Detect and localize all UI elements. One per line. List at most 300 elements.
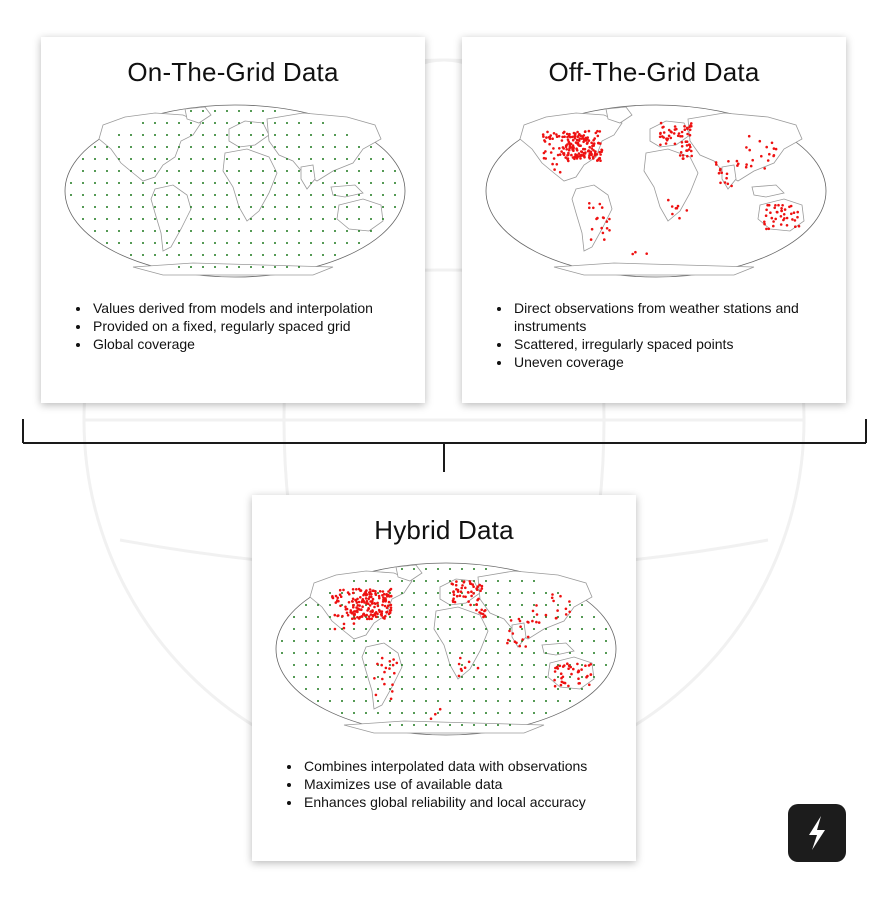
station-point <box>535 621 538 624</box>
station-point <box>572 139 575 142</box>
grid-point <box>329 640 331 642</box>
station-point <box>572 668 575 671</box>
grid-point <box>377 628 379 630</box>
grid-point <box>286 170 288 172</box>
station-point <box>362 613 365 616</box>
station-point <box>381 610 384 613</box>
station-point <box>566 154 569 157</box>
grid-point <box>497 592 499 594</box>
station-point <box>590 238 593 241</box>
station-point <box>727 183 730 186</box>
grid-point <box>293 640 295 642</box>
grid-point <box>274 110 276 112</box>
grid-point <box>226 194 228 196</box>
grid-point <box>317 700 319 702</box>
grid-point <box>509 688 511 690</box>
grid-point <box>310 230 312 232</box>
grid-point <box>485 628 487 630</box>
grid-point <box>286 194 288 196</box>
grid-point <box>178 158 180 160</box>
grid-point <box>509 592 511 594</box>
station-point <box>531 620 534 623</box>
station-point <box>689 146 692 149</box>
station-point <box>791 218 794 221</box>
grid-point <box>533 580 535 582</box>
station-point <box>567 667 570 670</box>
grid-point <box>298 134 300 136</box>
station-point <box>461 584 464 587</box>
station-point <box>670 137 673 140</box>
station-point <box>577 671 580 674</box>
station-point <box>536 613 539 616</box>
station-point <box>686 133 689 136</box>
station-point <box>365 592 368 595</box>
station-point <box>359 596 362 599</box>
grid-point <box>322 122 324 124</box>
station-point <box>765 209 768 212</box>
station-point <box>553 132 556 135</box>
station-point <box>680 151 683 154</box>
station-point <box>366 600 369 603</box>
grid-point <box>485 592 487 594</box>
grid-point <box>106 206 108 208</box>
grid-point <box>166 206 168 208</box>
station-point <box>387 604 390 607</box>
grid-point <box>449 652 451 654</box>
grid-point <box>461 664 463 666</box>
grid-point <box>449 592 451 594</box>
grid-point <box>118 170 120 172</box>
station-point <box>786 224 789 227</box>
grid-point <box>593 676 595 678</box>
grid-point <box>202 266 204 268</box>
station-point <box>773 207 776 210</box>
station-point <box>469 582 472 585</box>
grid-point <box>82 158 84 160</box>
station-point <box>776 211 779 214</box>
station-point <box>482 613 485 616</box>
grid-point <box>286 134 288 136</box>
station-point <box>671 213 674 216</box>
station-point <box>336 599 339 602</box>
grid-point <box>334 218 336 220</box>
station-point <box>392 658 395 661</box>
grid-point <box>322 146 324 148</box>
grid-point <box>377 676 379 678</box>
grid-point <box>262 170 264 172</box>
station-point <box>719 182 722 185</box>
grid-point <box>425 616 427 618</box>
station-point <box>796 216 799 219</box>
station-point <box>368 591 371 594</box>
station-point <box>562 665 565 668</box>
grid-point <box>310 218 312 220</box>
grid-point <box>298 242 300 244</box>
station-point <box>456 595 459 598</box>
grid-point <box>329 592 331 594</box>
grid-point <box>365 652 367 654</box>
grid-point <box>425 700 427 702</box>
station-point <box>765 214 768 217</box>
grid-point <box>358 182 360 184</box>
station-point <box>389 660 392 663</box>
grid-point <box>425 676 427 678</box>
grid-point <box>521 628 523 630</box>
station-point <box>777 204 780 207</box>
grid-point <box>545 604 547 606</box>
grid-point <box>394 206 396 208</box>
station-point <box>472 592 475 595</box>
grid-point <box>317 628 319 630</box>
station-point <box>508 630 511 633</box>
station-point <box>601 149 604 152</box>
grid-point <box>394 182 396 184</box>
grid-point <box>334 242 336 244</box>
grid-point <box>358 170 360 172</box>
station-point <box>726 173 729 176</box>
grid-point <box>178 242 180 244</box>
station-point <box>373 602 376 605</box>
station-point <box>365 614 368 617</box>
grid-point <box>106 230 108 232</box>
station-point <box>459 595 462 598</box>
grid-point <box>298 182 300 184</box>
grid-point <box>262 230 264 232</box>
station-point <box>677 135 680 138</box>
grid-point <box>521 700 523 702</box>
station-point <box>750 165 753 168</box>
grid-point <box>346 206 348 208</box>
grid-point <box>130 206 132 208</box>
grid-point <box>401 712 403 714</box>
bullet-item: • Direct observations from weather stations and instruments <box>512 299 832 335</box>
station-point <box>434 713 437 716</box>
station-point <box>667 199 670 202</box>
grid-point <box>593 628 595 630</box>
grid-point <box>545 688 547 690</box>
grid-point <box>449 568 451 570</box>
station-point <box>368 615 371 618</box>
grid-point <box>142 182 144 184</box>
grid-point <box>298 266 300 268</box>
station-point <box>679 154 682 157</box>
grid-point <box>425 724 427 726</box>
station-point <box>660 122 663 125</box>
grid-point <box>485 604 487 606</box>
off-the-grid-card <box>462 37 846 403</box>
grid-point <box>329 676 331 678</box>
station-point <box>661 135 664 138</box>
station-point <box>477 598 480 601</box>
grid-point <box>305 640 307 642</box>
station-point <box>368 618 371 621</box>
grid-point <box>322 230 324 232</box>
grid-point <box>413 628 415 630</box>
station-point <box>390 606 393 609</box>
grid-point <box>94 230 96 232</box>
grid-point <box>341 652 343 654</box>
grid-point <box>485 652 487 654</box>
grid-point <box>82 194 84 196</box>
grid-point <box>389 676 391 678</box>
grid-point <box>449 616 451 618</box>
station-point <box>481 585 484 588</box>
grid-point <box>521 616 523 618</box>
station-point <box>340 595 343 598</box>
station-point <box>507 639 510 642</box>
station-point <box>565 613 568 616</box>
station-point <box>765 228 768 231</box>
grid-point <box>401 652 403 654</box>
grid-point <box>142 254 144 256</box>
station-point <box>674 143 677 146</box>
bullet-item: • Provided on a fixed, regularly spaced grid <box>91 317 411 335</box>
grid-point <box>569 640 571 642</box>
station-point <box>584 152 587 155</box>
grid-point <box>178 206 180 208</box>
station-point <box>689 129 692 132</box>
grid-point <box>437 568 439 570</box>
grid-point <box>154 146 156 148</box>
station-point <box>552 600 555 603</box>
grid-point <box>473 604 475 606</box>
grid-point <box>82 170 84 172</box>
grid-point <box>509 604 511 606</box>
station-point <box>373 606 376 609</box>
station-point <box>570 673 573 676</box>
station-point <box>331 595 334 598</box>
grid-point <box>226 242 228 244</box>
grid-point <box>154 254 156 256</box>
station-point <box>562 676 565 679</box>
station-point <box>390 595 393 598</box>
grid-point <box>130 158 132 160</box>
grid-point <box>581 652 583 654</box>
grid-point <box>521 664 523 666</box>
grid-point <box>250 218 252 220</box>
station-point <box>359 616 362 619</box>
grid-point <box>346 134 348 136</box>
grid-point <box>485 712 487 714</box>
grid-point <box>497 700 499 702</box>
grid-point <box>401 688 403 690</box>
grid-point <box>190 230 192 232</box>
grid-point <box>545 652 547 654</box>
grid-point <box>214 134 216 136</box>
station-point <box>796 211 799 214</box>
grid-point <box>473 676 475 678</box>
station-point <box>586 142 589 145</box>
grid-point <box>413 592 415 594</box>
station-point <box>553 168 556 171</box>
grid-point <box>473 652 475 654</box>
station-point <box>583 139 586 142</box>
grid-point <box>358 158 360 160</box>
station-point <box>748 149 751 152</box>
grid-point <box>425 664 427 666</box>
grid-point <box>509 676 511 678</box>
grid-point <box>286 158 288 160</box>
grid-point <box>317 664 319 666</box>
station-point <box>544 150 547 153</box>
grid-point <box>178 266 180 268</box>
grid-point <box>250 266 252 268</box>
grid-point <box>334 134 336 136</box>
grid-point <box>521 676 523 678</box>
grid-point <box>377 700 379 702</box>
grid-point <box>377 652 379 654</box>
grid-point <box>346 218 348 220</box>
grid-point <box>305 628 307 630</box>
bullet-item: • Combines interpolated data with observations <box>302 757 622 775</box>
grid-point <box>226 266 228 268</box>
grid-point <box>557 640 559 642</box>
grid-point <box>365 700 367 702</box>
station-point <box>373 677 376 680</box>
grid-point <box>509 652 511 654</box>
grid-point <box>389 664 391 666</box>
station-point <box>548 143 551 146</box>
grid-point <box>166 146 168 148</box>
station-point <box>780 207 783 210</box>
grid-point <box>569 688 571 690</box>
grid-point <box>497 712 499 714</box>
grid-point <box>94 158 96 160</box>
grid-point <box>70 194 72 196</box>
station-point <box>524 645 527 648</box>
grid-point <box>394 170 396 172</box>
grid-point <box>485 676 487 678</box>
grid-point <box>449 628 451 630</box>
station-point <box>559 171 562 174</box>
station-point <box>348 601 351 604</box>
grid-point <box>389 712 391 714</box>
grid-point <box>370 218 372 220</box>
station-point <box>371 610 374 613</box>
grid-point <box>329 664 331 666</box>
station-point <box>599 153 602 156</box>
grid-point <box>509 664 511 666</box>
station-point <box>468 661 471 664</box>
station-point <box>356 609 359 612</box>
bullet-item: • Global coverage <box>91 335 411 353</box>
grid-point <box>401 592 403 594</box>
station-point <box>384 615 387 618</box>
grid-point <box>226 170 228 172</box>
station-point <box>678 217 681 220</box>
grid-point <box>238 158 240 160</box>
grid-point <box>202 230 204 232</box>
station-point <box>527 621 530 624</box>
grid-point <box>370 194 372 196</box>
grid-point <box>154 230 156 232</box>
grid-point <box>166 230 168 232</box>
station-point <box>745 166 748 169</box>
station-point <box>684 128 687 131</box>
station-point <box>376 663 379 666</box>
grid-point <box>250 134 252 136</box>
station-point <box>553 679 556 682</box>
station-point <box>391 690 394 693</box>
grid-point <box>569 604 571 606</box>
brand-logo <box>788 804 846 862</box>
station-point <box>352 592 355 595</box>
station-point <box>681 141 684 144</box>
grid-point <box>449 664 451 666</box>
grid-point <box>461 700 463 702</box>
station-point <box>392 664 395 667</box>
grid-point <box>286 242 288 244</box>
grid-point <box>341 688 343 690</box>
world-map-hybrid <box>274 559 618 739</box>
grid-point <box>142 170 144 172</box>
grid-point <box>521 580 523 582</box>
grid-point <box>238 146 240 148</box>
grid-point <box>377 580 379 582</box>
station-point <box>793 211 796 214</box>
grid-point <box>545 700 547 702</box>
station-point <box>361 599 364 602</box>
station-point <box>344 606 347 609</box>
station-point <box>588 684 591 687</box>
grid-point <box>533 652 535 654</box>
station-point <box>512 632 515 635</box>
station-point <box>390 604 393 607</box>
grid-point <box>262 218 264 220</box>
station-point <box>386 611 389 614</box>
grid-point <box>437 664 439 666</box>
grid-point <box>202 170 204 172</box>
grid-point <box>142 218 144 220</box>
station-point <box>768 228 771 231</box>
station-point <box>459 657 462 660</box>
grid-point <box>425 580 427 582</box>
grid-point <box>226 158 228 160</box>
grid-point <box>166 194 168 196</box>
grid-point <box>545 628 547 630</box>
station-point <box>553 157 556 160</box>
grid-point <box>238 230 240 232</box>
grid-point <box>401 700 403 702</box>
grid-point <box>262 134 264 136</box>
grid-point <box>346 170 348 172</box>
grid-point <box>521 652 523 654</box>
grid-point <box>293 652 295 654</box>
grid-point <box>365 580 367 582</box>
grid-point <box>118 146 120 148</box>
grid-point <box>341 676 343 678</box>
grid-point <box>154 158 156 160</box>
station-point <box>352 598 355 601</box>
hybrid-card <box>252 495 636 861</box>
station-point <box>766 204 769 207</box>
station-point <box>558 135 561 138</box>
grid-point <box>214 182 216 184</box>
station-point <box>452 591 455 594</box>
grid-point <box>274 194 276 196</box>
grid-point <box>557 688 559 690</box>
grid-point <box>226 134 228 136</box>
station-point <box>574 137 577 140</box>
grid-point <box>569 700 571 702</box>
grid-point <box>461 712 463 714</box>
grid-point <box>262 194 264 196</box>
grid-point <box>305 616 307 618</box>
grid-point <box>365 640 367 642</box>
grid-point <box>166 182 168 184</box>
station-point <box>369 588 372 591</box>
station-point <box>361 615 364 618</box>
